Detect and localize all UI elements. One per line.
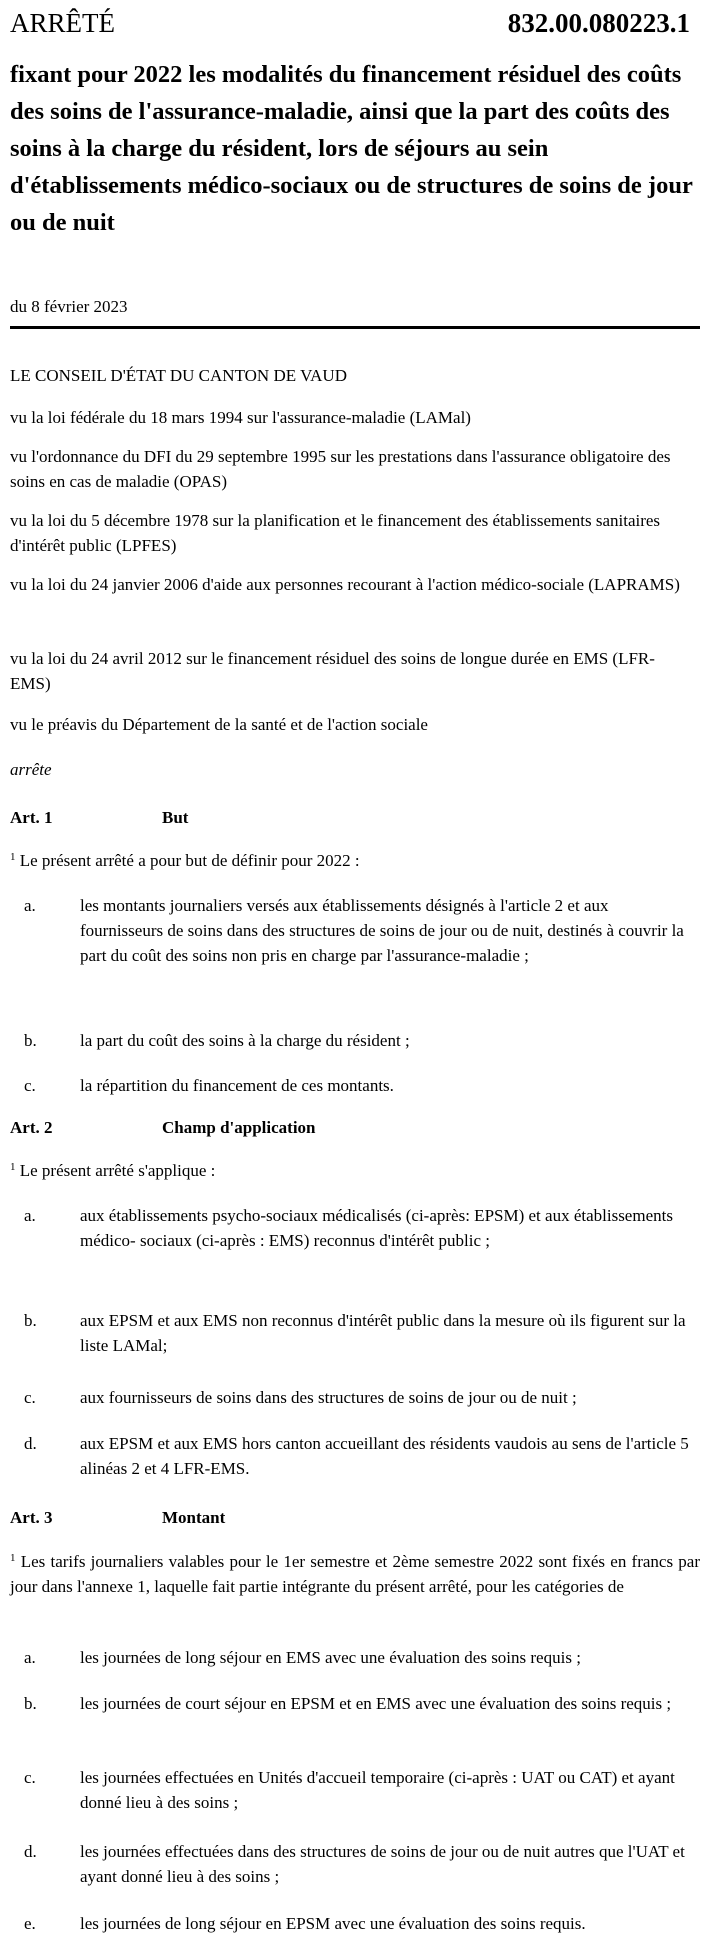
item-text: les journées effectuées dans des structures de soins de jour ou de nuit autres que l'UAT et ayant donné lieu à des soins ; (80, 1842, 685, 1886)
article-title: Montant (162, 1508, 226, 1527)
document-type: ARRÊTÉ (10, 8, 115, 38)
item-letter: b. (24, 1031, 37, 1050)
item-letter: a. (24, 1206, 36, 1225)
arrete-keyword: arrête (10, 760, 52, 779)
article-title: Champ d'application (162, 1118, 316, 1137)
article-intro: $^1$ Les tarifs journaliers valables pour le 1er semestre et 2ème semestre 2022 sont fixés en francs par jour dans l'annexe 1, laquelle fait partie intégrante du présent arrêté, pour les catégories de (10, 1552, 700, 1596)
item-text: les journées de long séjour en EMS avec une évaluation des soins requis ; (80, 1648, 581, 1667)
item-text: les montants journaliers versés aux établissements désignés à l'article 2 et aux fournisseurs de soins dans des structures de soins de jour ou de nuit, destinés à couvrir la part du coût des soins non pris en charge par l'assurance-maladie ; (80, 896, 684, 965)
alinea-number: 1 (10, 1552, 16, 1564)
item-text: les journées de court séjour en EPSM et en EMS avec une évaluation des soins requis ; (80, 1694, 672, 1713)
item-letter: c. (24, 1768, 36, 1787)
item-letter: b. (24, 1311, 37, 1330)
item-text: aux fournisseurs de soins dans des structures de soins de jour ou de nuit ; (80, 1388, 577, 1407)
article-number: Art. 2 (10, 1118, 53, 1137)
article-intro: $^1$ Le présent arrêté a pour but de définir pour 2022 : (10, 851, 360, 870)
considerant: vu l'ordonnance du DFI du 29 septembre 1995 sur les prestations dans l'assurance obligatoire des soins en cas de maladie (OPAS) (10, 447, 671, 491)
item-letter: d. (24, 1842, 37, 1861)
item-letter: d. (24, 1434, 37, 1453)
header-divider (10, 326, 700, 329)
considerant: vu la loi du 5 décembre 1978 sur la planification et le financement des établissements sanitaires d'intérêt public (LPFES) (10, 511, 661, 555)
item-letter: a. (24, 896, 36, 915)
item-letter: e. (24, 1914, 36, 1933)
document-header (10, 8, 690, 40)
article-number: Art. 3 (10, 1508, 53, 1527)
considerant: vu la loi fédérale du 18 mars 1994 sur l'assurance-maladie (LAMal) (10, 408, 471, 427)
document-number: 832.00.080223.1 (507, 8, 690, 38)
alinea-number: 1 (10, 1161, 16, 1173)
item-text: les journées effectuées en Unités d'accueil temporaire (ci-après : UAT ou CAT) et ayant donné lieu à des soins ; (80, 1768, 675, 1812)
item-text: aux EPSM et aux EMS hors canton accueillant des résidents vaudois au sens de l'article 5 alinéas 2 et 4 LFR-EMS. (80, 1434, 689, 1478)
document-title: fixant pour 2022 les modalités du financement résiduel des coûts des soins de l'assurance-maladie, ainsi que la part des coûts des soins à la charge du résident, lors de séjours au sein d'établissements médico-sociaux ou de structures de soins de jour ou de nuit (10, 61, 693, 236)
considerant: vu le préavis du Département de la santé et de l'action sociale (10, 715, 428, 734)
item-letter: c. (24, 1388, 36, 1407)
article-title: But (162, 808, 189, 827)
alinea-number: 1 (10, 851, 16, 863)
item-text: les journées de long séjour en EPSM avec une évaluation des soins requis. (80, 1914, 586, 1933)
item-letter: b. (24, 1694, 37, 1713)
article-number: Art. 1 (10, 808, 53, 827)
item-text: aux établissements psycho-sociaux médicalisés (ci-après: EPSM) et aux établissements médico- sociaux (ci-après : EMS) reconnus d'intérêt public ; (80, 1206, 673, 1250)
article-intro: $^1$ Le présent arrêté s'applique : (10, 1161, 216, 1180)
item-text: aux EPSM et aux EMS non reconnus d'intérêt public dans la mesure où ils figurent sur la liste LAMal; (80, 1311, 686, 1355)
item-text: la part du coût des soins à la charge du résident ; (80, 1031, 410, 1050)
considerant: vu la loi du 24 avril 2012 sur le financement résiduel des soins de longue durée en EMS (LFR- EMS) (10, 649, 655, 693)
item-letter: c. (24, 1076, 36, 1095)
considerant: vu la loi du 24 janvier 2006 d'aide aux personnes recourant à l'action médico-sociale (LAPRAMS) (10, 575, 680, 594)
item-letter: a. (24, 1648, 36, 1667)
authority: LE CONSEIL D'ÉTAT DU CANTON DE VAUD (10, 366, 347, 385)
document-date: du 8 février 2023 (10, 297, 128, 316)
item-text: la répartition du financement de ces montants. (80, 1076, 394, 1095)
